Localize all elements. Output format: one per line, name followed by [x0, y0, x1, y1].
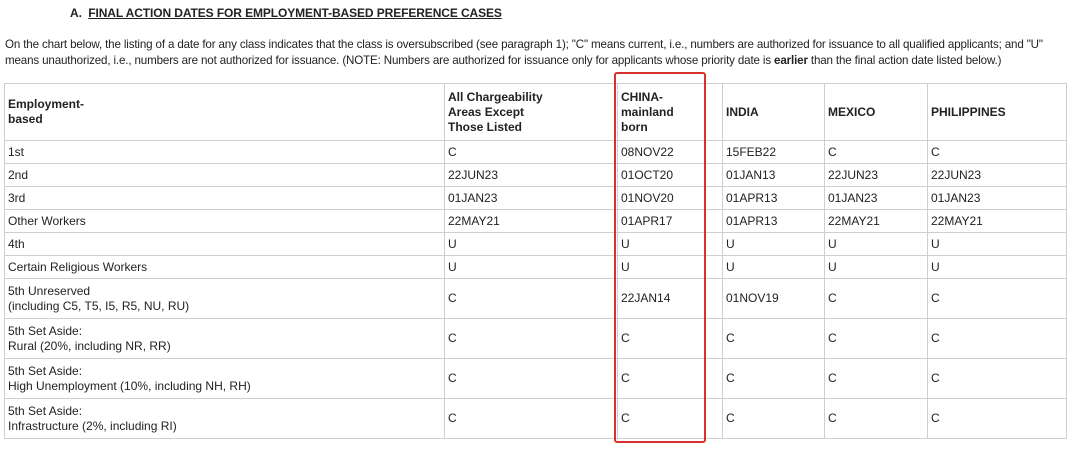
row-label: 5th Set Aside: Rural (20%, including NR, RR)	[5, 319, 445, 359]
cell-all-chargeability: U	[445, 233, 618, 256]
cell-mexico: C	[825, 279, 928, 319]
table-row	[5, 187, 1067, 210]
table-row	[5, 233, 1067, 256]
cell-china: C	[618, 319, 723, 359]
cell-india: 01JAN13	[723, 164, 825, 187]
final-action-dates-table	[4, 83, 1067, 439]
cell-india: 15FEB22	[723, 141, 825, 164]
table-row	[5, 399, 1067, 439]
cell-all-chargeability: 22MAY21	[445, 210, 618, 233]
cell-india: C	[723, 359, 825, 399]
cell-philippines: 22JUN23	[928, 164, 1067, 187]
cell-china: C	[618, 359, 723, 399]
cell-india: C	[723, 319, 825, 359]
table-row	[5, 279, 1067, 319]
row-label: 1st	[5, 141, 445, 164]
cell-mexico: 22MAY21	[825, 210, 928, 233]
cell-india: U	[723, 256, 825, 279]
cell-mexico: U	[825, 256, 928, 279]
header-india: INDIA	[723, 84, 825, 141]
intro-text-1: On the chart below, the listing of a date for any class indicates that the class is oversubscribed (see paragraph 1); "C" means current, i.e., numbers are authorized for issuance to all qualified applicants; and "U" means unauthorized, i.e., numbers are not authorized for issuance. (NOTE: Numbers are authorized for issuance only for applicants whose priority date is	[5, 38, 1043, 67]
cell-china: C	[618, 399, 723, 439]
cell-india: U	[723, 233, 825, 256]
cell-india: C	[723, 399, 825, 439]
row-label: 5th Unreserved (including C5, T5, I5, R5, NU, RU)	[5, 279, 445, 319]
table-row	[5, 359, 1067, 399]
cell-mexico: 01JAN23	[825, 187, 928, 210]
cell-philippines: C	[928, 359, 1067, 399]
cell-philippines: U	[928, 256, 1067, 279]
cell-mexico: C	[825, 141, 928, 164]
cell-india: 01NOV19	[723, 279, 825, 319]
table-row	[5, 210, 1067, 233]
cell-all-chargeability: U	[445, 256, 618, 279]
table-row	[5, 319, 1067, 359]
cell-china: U	[618, 256, 723, 279]
header-mexico: MEXICO	[825, 84, 928, 141]
table-header-row	[5, 84, 1067, 141]
section-heading	[70, 6, 502, 20]
row-label: 2nd	[5, 164, 445, 187]
header-china: CHINA- mainland born	[618, 84, 723, 141]
row-label: Other Workers	[5, 210, 445, 233]
cell-philippines: U	[928, 233, 1067, 256]
row-label: Certain Religious Workers	[5, 256, 445, 279]
row-label: 3rd	[5, 187, 445, 210]
cell-china: 01APR17	[618, 210, 723, 233]
header-philippines: PHILIPPINES	[928, 84, 1067, 141]
cell-all-chargeability: 01JAN23	[445, 187, 618, 210]
cell-china: 08NOV22	[618, 141, 723, 164]
cell-india: 01APR13	[723, 187, 825, 210]
cell-china: 22JAN14	[618, 279, 723, 319]
cell-philippines: 01JAN23	[928, 187, 1067, 210]
cell-philippines: C	[928, 141, 1067, 164]
table-row	[5, 164, 1067, 187]
intro-paragraph	[5, 37, 1067, 69]
intro-bold-word: earlier	[774, 54, 808, 67]
cell-all-chargeability: C	[445, 279, 618, 319]
header-all-chargeability: All Chargeability Areas Except Those Listed	[445, 84, 618, 141]
cell-china: U	[618, 233, 723, 256]
cell-philippines: C	[928, 319, 1067, 359]
cell-all-chargeability: C	[445, 319, 618, 359]
row-label: 4th	[5, 233, 445, 256]
row-label: 5th Set Aside: Infrastructure (2%, including RI)	[5, 399, 445, 439]
table-row	[5, 256, 1067, 279]
cell-all-chargeability: C	[445, 141, 618, 164]
table-row	[5, 141, 1067, 164]
cell-india: 01APR13	[723, 210, 825, 233]
cell-mexico: C	[825, 319, 928, 359]
intro-text-2: than the final action date listed below.)	[807, 54, 1002, 67]
cell-philippines: C	[928, 399, 1067, 439]
row-label: 5th Set Aside: High Unemployment (10%, including NH, RH)	[5, 359, 445, 399]
cell-china: 01OCT20	[618, 164, 723, 187]
cell-philippines: C	[928, 279, 1067, 319]
cell-mexico: C	[825, 359, 928, 399]
cell-mexico: C	[825, 399, 928, 439]
cell-all-chargeability: C	[445, 359, 618, 399]
heading-prefix: A.	[70, 6, 82, 20]
heading-title: FINAL ACTION DATES FOR EMPLOYMENT-BASED PREFERENCE CASES	[88, 6, 502, 20]
cell-all-chargeability: 22JUN23	[445, 164, 618, 187]
cell-philippines: 22MAY21	[928, 210, 1067, 233]
header-employment-based: Employment- based	[5, 84, 445, 141]
cell-china: 01NOV20	[618, 187, 723, 210]
cell-mexico: 22JUN23	[825, 164, 928, 187]
cell-all-chargeability: C	[445, 399, 618, 439]
cell-mexico: U	[825, 233, 928, 256]
